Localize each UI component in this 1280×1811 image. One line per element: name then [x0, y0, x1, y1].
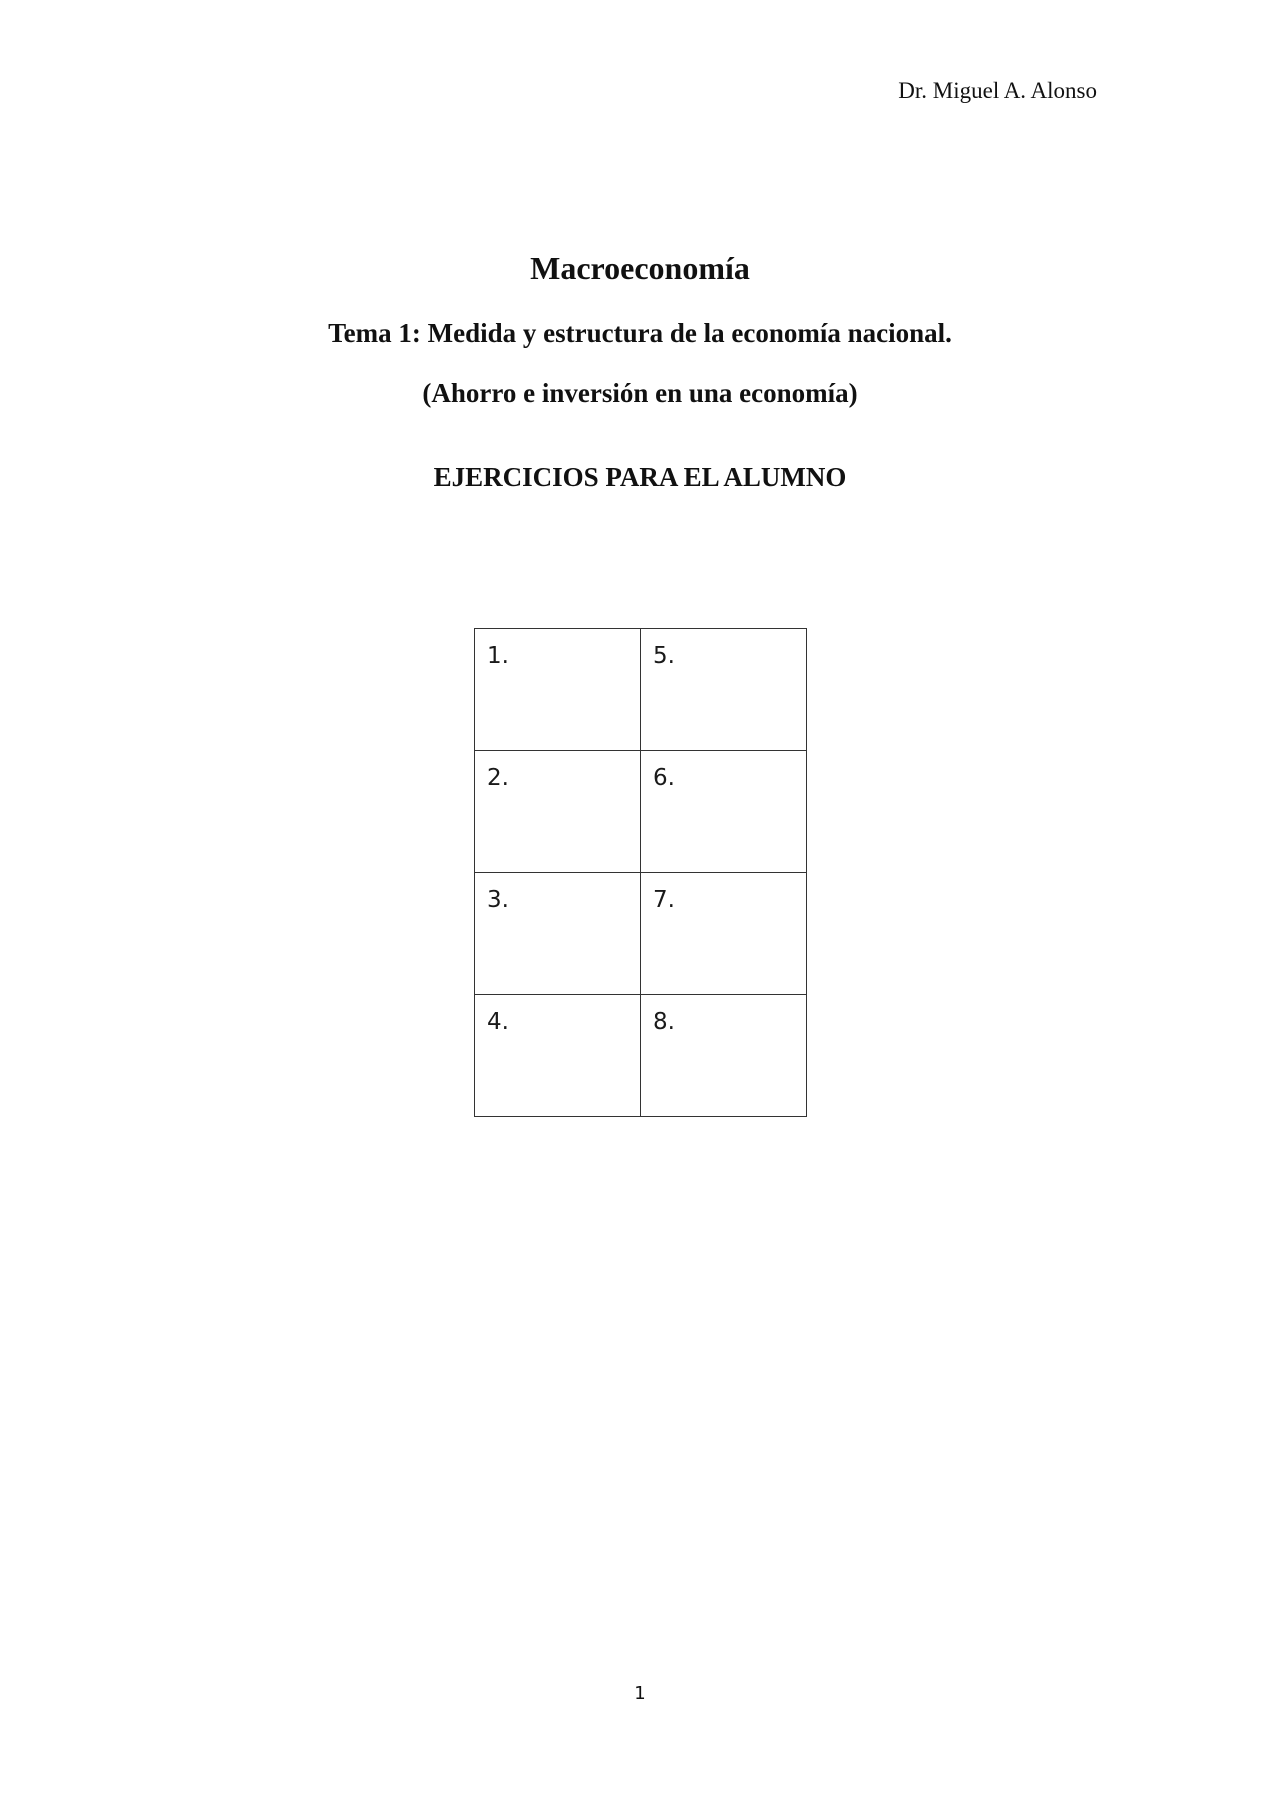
page-number: 1	[634, 1683, 646, 1704]
exercise-cell: 2.	[475, 751, 641, 873]
exercise-cell: 8.	[641, 995, 807, 1117]
table-row	[475, 629, 807, 751]
table-row	[475, 995, 807, 1117]
table-row	[475, 873, 807, 995]
document-parenthetical: (Ahorro e inversión en una economía)	[422, 378, 858, 408]
exercise-cell: 3.	[475, 873, 641, 995]
exercise-cell: 4.	[475, 995, 641, 1117]
table-row	[475, 751, 807, 873]
exercise-cell: 5.	[641, 629, 807, 751]
exercise-cell: 6.	[641, 751, 807, 873]
exercise-cell: 7.	[641, 873, 807, 995]
document-title: Macroeconomía	[530, 250, 750, 286]
section-heading: EJERCICIOS PARA EL ALUMNO	[433, 462, 847, 492]
document-subtitle: Tema 1: Medida y estructura de la economía nacional.	[328, 318, 952, 348]
header-author: Dr. Miguel A. Alonso	[898, 78, 1097, 103]
exercise-table	[474, 628, 807, 1117]
exercise-cell: 1.	[475, 629, 641, 751]
